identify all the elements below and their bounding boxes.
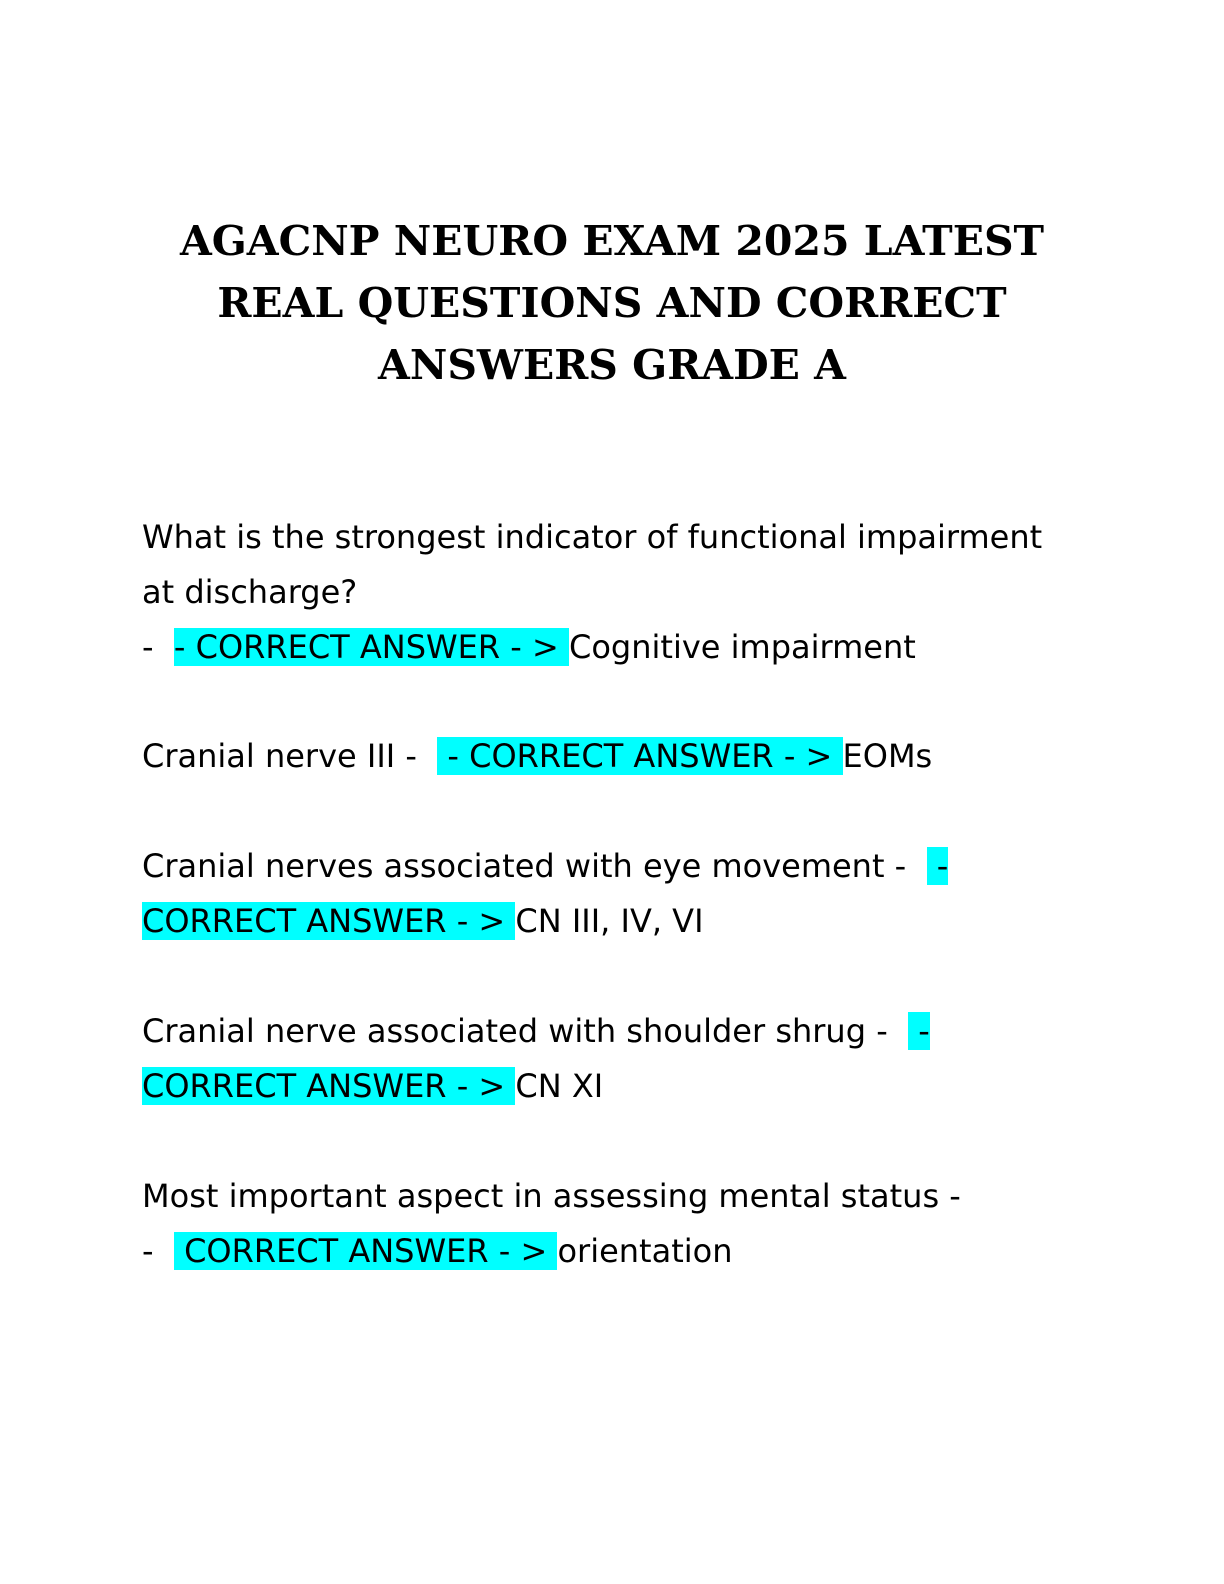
question-line	[142, 1004, 1082, 1059]
title-line: ANSWERS GRADE A	[378, 341, 846, 389]
answer-text: EOMs	[842, 737, 933, 775]
qa-item	[142, 1169, 1082, 1279]
answer-text: orientation	[557, 1232, 733, 1270]
answer-line	[142, 729, 1082, 784]
answer-line	[142, 1224, 1082, 1279]
question-text: Most important aspect in assessing mental status -	[142, 1177, 961, 1215]
question-text: Cranial nerve III -	[142, 737, 438, 775]
question-text: Cranial nerve associated with shoulder shrug -	[142, 1012, 909, 1050]
qa-item	[142, 510, 1082, 675]
correct-answer-marker: -	[908, 1012, 930, 1050]
question-text: at discharge?	[142, 573, 358, 611]
correct-answer-marker: CORRECT ANSWER - >	[173, 1232, 558, 1270]
answer-line	[142, 1059, 1082, 1114]
correct-answer-marker: -	[926, 847, 949, 885]
answer-line	[142, 894, 1082, 949]
title-line: REAL QUESTIONS AND CORRECT	[217, 279, 1007, 327]
answer-line	[142, 620, 1082, 675]
correct-answer-marker: CORRECT ANSWER - >	[142, 902, 516, 940]
answer-text: Cognitive impairment	[569, 628, 916, 666]
qa-item	[142, 729, 1082, 784]
correct-answer-marker: - CORRECT ANSWER - >	[437, 737, 843, 775]
qa-item	[142, 1004, 1082, 1114]
correct-answer-marker: CORRECT ANSWER - >	[142, 1067, 516, 1105]
question-text: Cranial nerves associated with eye movement -	[142, 847, 927, 885]
answer-prefix: -	[142, 628, 174, 666]
correct-answer-marker: - CORRECT ANSWER - >	[173, 628, 569, 666]
answer-text: CN XI	[515, 1067, 604, 1105]
title-line: AGACNP NEURO EXAM 2025 LATEST	[179, 217, 1045, 265]
answer-text: CN III, IV, VI	[515, 902, 704, 940]
question-line	[142, 839, 1082, 894]
qa-item	[142, 839, 1082, 949]
answer-prefix: -	[142, 1232, 174, 1270]
question-text: What is the strongest indicator of functional impairment	[142, 518, 1043, 556]
document-title	[0, 210, 1224, 396]
